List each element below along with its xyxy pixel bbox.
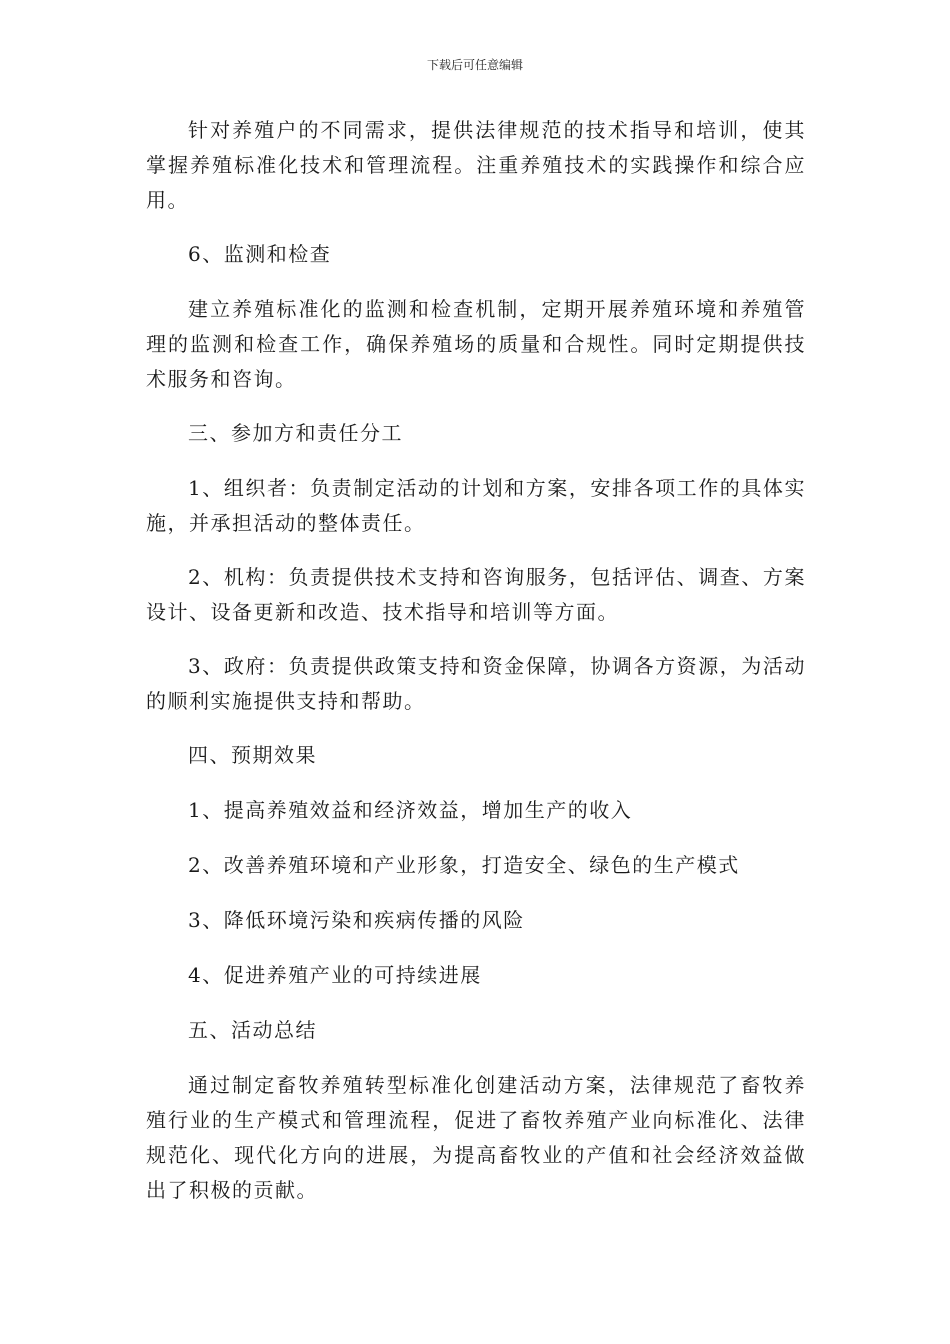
paragraph-organizer: 1、组织者：负责制定活动的计划和方案，安排各项工作的具体实施，并承担活动的整体责任。 bbox=[146, 476, 806, 535]
paragraph-government: 3、政府：负责提供政策支持和资金保障，协调各方资源，为活动的顺利实施提供支持和帮助。 bbox=[146, 654, 806, 713]
section-heading-summary: 五、活动总结 bbox=[188, 1018, 317, 1042]
list-item-effect-2: 2、改善养殖环境和产业形象，打造安全、绿色的生产模式 bbox=[188, 853, 740, 877]
list-item-effect-3: 3、降低环境污染和疾病传播的风险 bbox=[188, 908, 525, 932]
paragraph-training: 针对养殖户的不同需求，提供法律规范的技术指导和培训，使其掌握养殖标准化技术和管理流程。注重养殖技术的实践操作和综合应用。 bbox=[146, 118, 806, 212]
document-body bbox=[146, 113, 806, 1227]
heading-monitoring: 6、监测和检查 bbox=[188, 242, 332, 266]
section-heading-participants: 三、参加方和责任分工 bbox=[188, 421, 403, 445]
list-item-effect-1: 1、提高养殖效益和经济效益，增加生产的收入 bbox=[188, 798, 633, 822]
page-header-note: 下载后可任意编辑 bbox=[426, 58, 523, 72]
paragraph-institution: 2、机构：负责提供技术支持和咨询服务，包括评估、调查、方案设计、设备更新和改造、技术指导和培训等方面。 bbox=[146, 565, 806, 624]
section-heading-expected-effects: 四、预期效果 bbox=[188, 743, 317, 767]
paragraph-summary: 通过制定畜牧养殖转型标准化创建活动方案，法律规范了畜牧养殖行业的生产模式和管理流程，促进了畜牧养殖产业向标准化、法律规范化、现代化方向的进展，为提高畜牧业的产值和社会经济效益做出了积极的贡献。 bbox=[146, 1073, 806, 1202]
list-item-effect-4: 4、促进养殖产业的可持续进展 bbox=[188, 963, 482, 987]
paragraph-monitoring: 建立养殖标准化的监测和检查机制，定期开展养殖环境和养殖管理的监测和检查工作，确保养殖场的质量和合规性。同时定期提供技术服务和咨询。 bbox=[146, 297, 806, 391]
